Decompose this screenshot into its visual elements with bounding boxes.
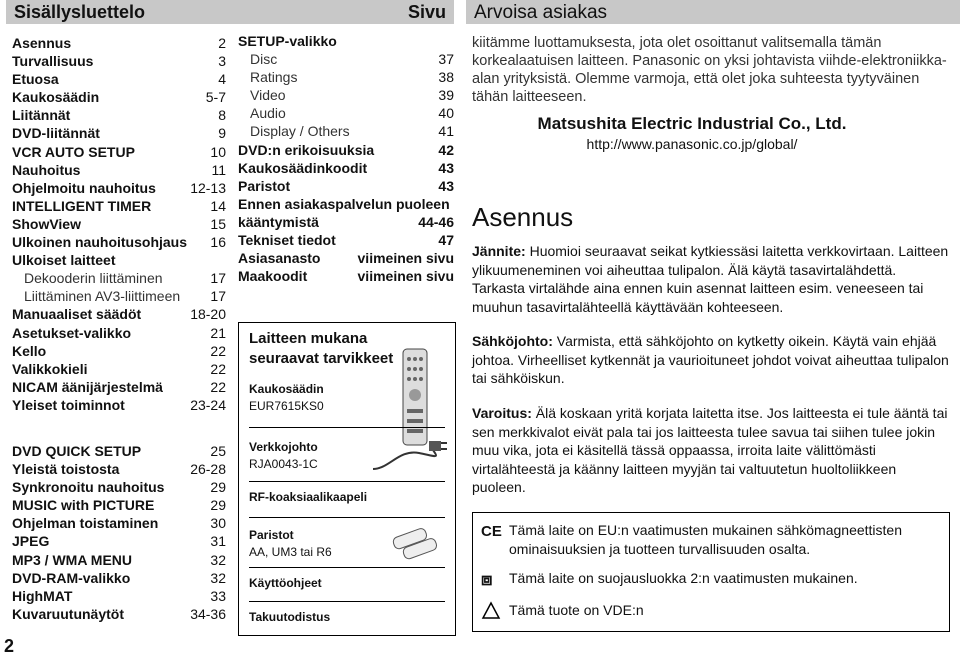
- toc-entry-page: 14: [210, 197, 226, 214]
- toc-entry: [12, 233, 226, 251]
- toc-entry: [12, 514, 226, 532]
- toc-entry-label: Tekniset tiedot: [238, 232, 336, 249]
- toc-entry-page: 15: [210, 215, 226, 232]
- toc-entry: [12, 342, 226, 360]
- accessories-box: [238, 322, 456, 636]
- paragraph-text: Varmista, että sähköjohto on kytketty oikein. Käytä vain ehjää johtoa. Virheelliset kytkennät ja vaurioituneet johdot voivat aiheuttaa tulipalon tai sähköiskun.: [472, 333, 949, 386]
- toc-entry-label: Disc: [250, 51, 278, 68]
- toc-entry-label: Manuaaliset säädöt: [12, 306, 142, 323]
- toc-entry: [12, 70, 226, 88]
- toc-entry-page: 21: [210, 324, 226, 341]
- toc-entry-label: Paristot: [238, 177, 291, 194]
- paragraph-text: Huomioi seuraavat seikat kytkiessäsi laitetta verkkovirtaan. Laitteen ylikuumeneminen voi aiheuttaa tulipalon. Älä käytä tasavirtalähdettä. Tarkasta virtalähde aina ennen kuin asennat laitteen esim. veneeseen tai muuhun tasavirtalähteellä käyttävään kohteeseen.: [472, 243, 949, 315]
- toc-entry: [12, 179, 226, 197]
- toc-entry: [238, 122, 454, 140]
- toc-entry-page: 43: [438, 177, 454, 194]
- toc-entry: [12, 287, 226, 305]
- toc-entry-label: VCR AUTO SETUP: [12, 143, 135, 160]
- toc-entry: [12, 460, 226, 478]
- toc-entry-label: kääntymistä: [238, 213, 319, 230]
- toc-entry: [238, 104, 454, 122]
- accessory-detail: RJA0043-1C: [249, 457, 318, 471]
- accessory-heading: Verkkojohto: [249, 440, 318, 454]
- toc-entry-page: 32: [210, 551, 226, 568]
- toc-entry: [238, 213, 454, 231]
- paragraph-key: Jännite:: [472, 243, 526, 259]
- voltage-paragraph: [472, 242, 952, 316]
- toc-entry-label: Kaukosäädin: [12, 89, 100, 106]
- accessory-heading: RF-koaksiaalikaapeli: [249, 490, 368, 504]
- accessory-batteries: [249, 527, 332, 561]
- toc-entry-label: DVD-RAM-valikko: [12, 569, 131, 586]
- toc-entry-label: NICAM äänijärjestelmä: [12, 378, 163, 395]
- toc-entry: [12, 251, 226, 269]
- toc-entry-label: Ulkoinen nauhoitusohjaus: [12, 234, 188, 251]
- toc-entry-label: Audio: [250, 105, 286, 122]
- toc-entry-page: 38: [438, 69, 454, 86]
- toc-entry: [238, 177, 454, 195]
- greeting-title: Arvoisa asiakas: [474, 2, 608, 23]
- toc-entry: [12, 269, 226, 287]
- toc-entry: [12, 605, 226, 623]
- toc-entry: [12, 106, 226, 124]
- accessory-rf-cable: [249, 489, 367, 506]
- toc-entry-page: 8: [218, 107, 226, 124]
- company-name: Matsushita Electric Industrial Co., Ltd.: [537, 114, 847, 133]
- toc-entry-page: 25: [210, 443, 226, 459]
- paragraph-key: Varoitus:: [472, 405, 532, 421]
- toc-entry-label: Asiasanasto: [238, 250, 321, 267]
- remote-control-icon: [395, 347, 435, 447]
- toc-entry: [12, 88, 226, 106]
- toc-entry: [12, 215, 226, 233]
- toc-entry-label: DVD:n erikoisuuksia: [238, 141, 375, 158]
- toc-entry: [12, 324, 226, 342]
- toc-entry: [12, 569, 226, 587]
- divider: [249, 481, 445, 482]
- toc-title: Sisällysluettelo: [14, 2, 146, 22]
- toc-entry-page: 29: [210, 479, 226, 496]
- accessory-heading: Paristot: [249, 528, 294, 542]
- toc-entry-label: Ohjelmoitu nauhoitus: [12, 179, 156, 196]
- vde-triangle-icon: [481, 601, 501, 621]
- greeting-text: kiitämme luottamuksesta, jota olet osoittanut valitsemalla tämän korkealaatuisen laitteen. Panasonic on yksi johtavista viihde-elektroniikka-alan yrityksistä. Olemme varmoja, että olet joka suhteesta tyytyväinen tähän laitteeseen.: [472, 35, 947, 105]
- toc-entry-label: Yleiset toiminnot: [12, 396, 125, 413]
- toc-entry: [12, 197, 226, 215]
- toc-entry-label: Ratings: [250, 69, 298, 86]
- toc-entry-label: Kuvaruutunäytöt: [12, 605, 124, 622]
- toc-entry-page: viimeinen sivu: [357, 268, 454, 285]
- toc-entry-page: 40: [438, 105, 454, 122]
- toc-entry: [12, 34, 226, 52]
- toc-entry-page: 5-7: [205, 89, 226, 106]
- accessory-heading: Takuutodistus: [249, 610, 331, 624]
- toc-entry-label: Valikkokieli: [12, 360, 88, 377]
- accessory-power-cord: [249, 439, 318, 473]
- accessory-heading: Kaukosäädin: [249, 382, 324, 396]
- toc-header: [6, 0, 454, 24]
- toc-entry: [12, 396, 226, 414]
- toc-entry-page: 29: [210, 497, 226, 514]
- toc-entry: [12, 532, 226, 550]
- toc-entry-label: Yleistä toistosta: [12, 461, 120, 478]
- toc-entry-label: Dekooderin liittäminen: [24, 270, 163, 287]
- toc-entry-page: 26-28: [190, 461, 226, 478]
- toc-entry-page: 3: [218, 53, 226, 70]
- company-url[interactable]: http://www.panasonic.co.jp/global/: [586, 136, 798, 152]
- toc-entry-label: HighMAT: [12, 587, 73, 604]
- toc-entry-label: Ulkoiset laitteet: [12, 252, 116, 269]
- toc-entry-page: 22: [210, 342, 226, 359]
- toc-entry-page: 37: [438, 51, 454, 68]
- toc-entry-label: INTELLIGENT TIMER: [12, 197, 152, 214]
- toc-entry-page: 4: [218, 71, 226, 88]
- toc-entry-page: 18-20: [190, 306, 226, 323]
- toc-entry: [12, 442, 226, 460]
- toc-entry-page: 42: [438, 141, 454, 158]
- toc-entry-label: Ohjelman toistaminen: [12, 515, 159, 532]
- notice-class2: Tämä laite on suojausluokka 2:n vaatimusten mukainen.: [509, 570, 858, 586]
- toc-entry-page: 17: [210, 288, 226, 305]
- toc-entry-page: 34-36: [190, 605, 226, 622]
- toc-entry: [12, 551, 226, 569]
- accessory-detail: AA, UM3 tai R6: [249, 545, 332, 559]
- notice-ce: Tämä laite on EU:n vaatimusten mukainen sähkömagneettisten ominaisuuksien ja tuotteen turvallisuuden osalta.: [509, 522, 902, 557]
- divider: [249, 567, 445, 568]
- toc-entry-page: viimeinen sivu: [357, 250, 454, 267]
- toc-entry: [238, 231, 454, 249]
- toc-entry-label: Synkronoitu nauhoitus: [12, 479, 165, 496]
- notice-vde: Tämä tuote on VDE:n: [509, 602, 644, 618]
- page-number: 2: [4, 636, 15, 656]
- paragraph-text: Älä koskaan yritä korjata laitetta itse. Jos laitteesta ei tule ääntä tai sen merkkivalot eivät pala tai jos laitteesta tulee savua tai siihen tulee jokin muu vika, jota ei käsitellä tässä oppaassa, irroita laite välittömästi virtalähteestä ja käänny laitteen myyjän tai valtuutetun huoltoliikkeen puoleen.: [472, 405, 948, 495]
- paragraph-key: Sähköjohto:: [472, 333, 553, 349]
- notices-box: [472, 512, 950, 632]
- warning-paragraph: [472, 404, 952, 497]
- toc-entry: [12, 52, 226, 70]
- toc-entry-label: MUSIC with PICTURE: [12, 497, 155, 514]
- greeting-header: [466, 0, 960, 24]
- batteries-icon: [389, 523, 445, 563]
- accessory-heading: Käyttöohjeet: [249, 576, 322, 590]
- toc-entry: [238, 195, 454, 213]
- page-column-label: Sivu: [407, 2, 446, 22]
- toc-entry-label: MP3 / WMA MENU: [12, 551, 133, 568]
- accessory-manual: [249, 575, 322, 592]
- toc-entry-page: 41: [438, 123, 454, 140]
- toc-entry-label: Asennus: [12, 35, 72, 51]
- toc-entry-label: Maakoodit: [238, 268, 308, 285]
- toc-entry-page: 9: [218, 125, 226, 142]
- toc-entry: [12, 161, 226, 179]
- toc-entry: [12, 478, 226, 496]
- power-cord-paragraph: [472, 332, 952, 388]
- toc-entry-page: 30: [210, 515, 226, 532]
- toc-entry: [238, 249, 454, 267]
- toc-entry-page: 16: [210, 234, 226, 251]
- toc-entry: [238, 50, 454, 68]
- toc-entry-label: Liittäminen AV3-liittimeen: [24, 288, 181, 305]
- toc-entry: [238, 32, 454, 50]
- toc-entry: [238, 68, 454, 86]
- power-cord-icon: [369, 439, 449, 475]
- toc-entry-label: DVD-liitännät: [12, 125, 100, 142]
- toc-entry: [238, 159, 454, 177]
- toc-entry-label: ShowView: [12, 215, 81, 232]
- toc-column-1: [12, 34, 226, 414]
- toc-entry: [238, 267, 454, 285]
- toc-entry-page: 22: [210, 360, 226, 377]
- toc-entry-page: 17: [210, 270, 226, 287]
- toc-entry: [238, 141, 454, 159]
- toc-entry: [12, 496, 226, 514]
- accessory-remote: [249, 381, 324, 415]
- toc-column-1-dvd: [12, 442, 226, 623]
- toc-entry-page: 43: [438, 159, 454, 176]
- toc-entry-page: 11: [211, 161, 226, 178]
- accessories-title: Laitteen mukana seuraavat tarvikkeet: [249, 330, 394, 367]
- toc-entry-label: Nauhoitus: [12, 161, 81, 178]
- toc-entry: [12, 360, 226, 378]
- ce-mark-icon: CE: [481, 523, 502, 540]
- toc-entry: [12, 143, 226, 161]
- toc-entry: [12, 305, 226, 323]
- toc-entry-label: Kello: [12, 342, 47, 359]
- toc-entry-page: 10: [210, 143, 226, 160]
- toc-entry-page: 33: [210, 587, 226, 604]
- divider: [249, 601, 445, 602]
- toc-entry-label: Etuosa: [12, 71, 59, 88]
- toc-entry-label: Display / Others: [250, 123, 350, 140]
- toc-entry-page: 12-13: [190, 179, 226, 196]
- accessory-detail: EUR7615KS0: [249, 399, 324, 413]
- toc-entry-page: 44-46: [418, 213, 454, 230]
- double-insulation-icon: ⧈: [481, 569, 493, 589]
- section-title: Asennus: [472, 202, 574, 232]
- toc-entry-page: 22: [210, 378, 226, 395]
- toc-entry-label: Kaukosäädinkoodit: [238, 159, 368, 176]
- toc-entry-label: Video: [250, 87, 286, 104]
- accessory-warranty: [249, 609, 330, 626]
- toc-entry-label: SETUP-valikko: [238, 33, 337, 49]
- toc-entry-label: Ennen asiakaspalvelun puoleen: [238, 195, 450, 212]
- toc-entry: [238, 86, 454, 104]
- divider: [249, 427, 445, 428]
- toc-entry-label: Liitännät: [12, 107, 71, 124]
- toc-entry-page: 39: [438, 87, 454, 104]
- toc-entry-page: 32: [210, 569, 226, 586]
- toc-entry-page: 31: [210, 533, 226, 550]
- toc-column-2: [238, 32, 454, 285]
- toc-entry-label: Asetukset-valikko: [12, 324, 132, 341]
- toc-entry: [12, 124, 226, 142]
- toc-entry-page: 2: [218, 35, 226, 51]
- toc-entry-page: 23-24: [190, 396, 226, 413]
- toc-entry-label: Turvallisuus: [12, 53, 94, 70]
- divider: [249, 517, 445, 518]
- toc-entry-label: DVD QUICK SETUP: [12, 443, 142, 459]
- toc-entry-page: 47: [438, 232, 454, 249]
- toc-entry: [12, 587, 226, 605]
- toc-entry: [12, 378, 226, 396]
- toc-entry-label: JPEG: [12, 533, 50, 550]
